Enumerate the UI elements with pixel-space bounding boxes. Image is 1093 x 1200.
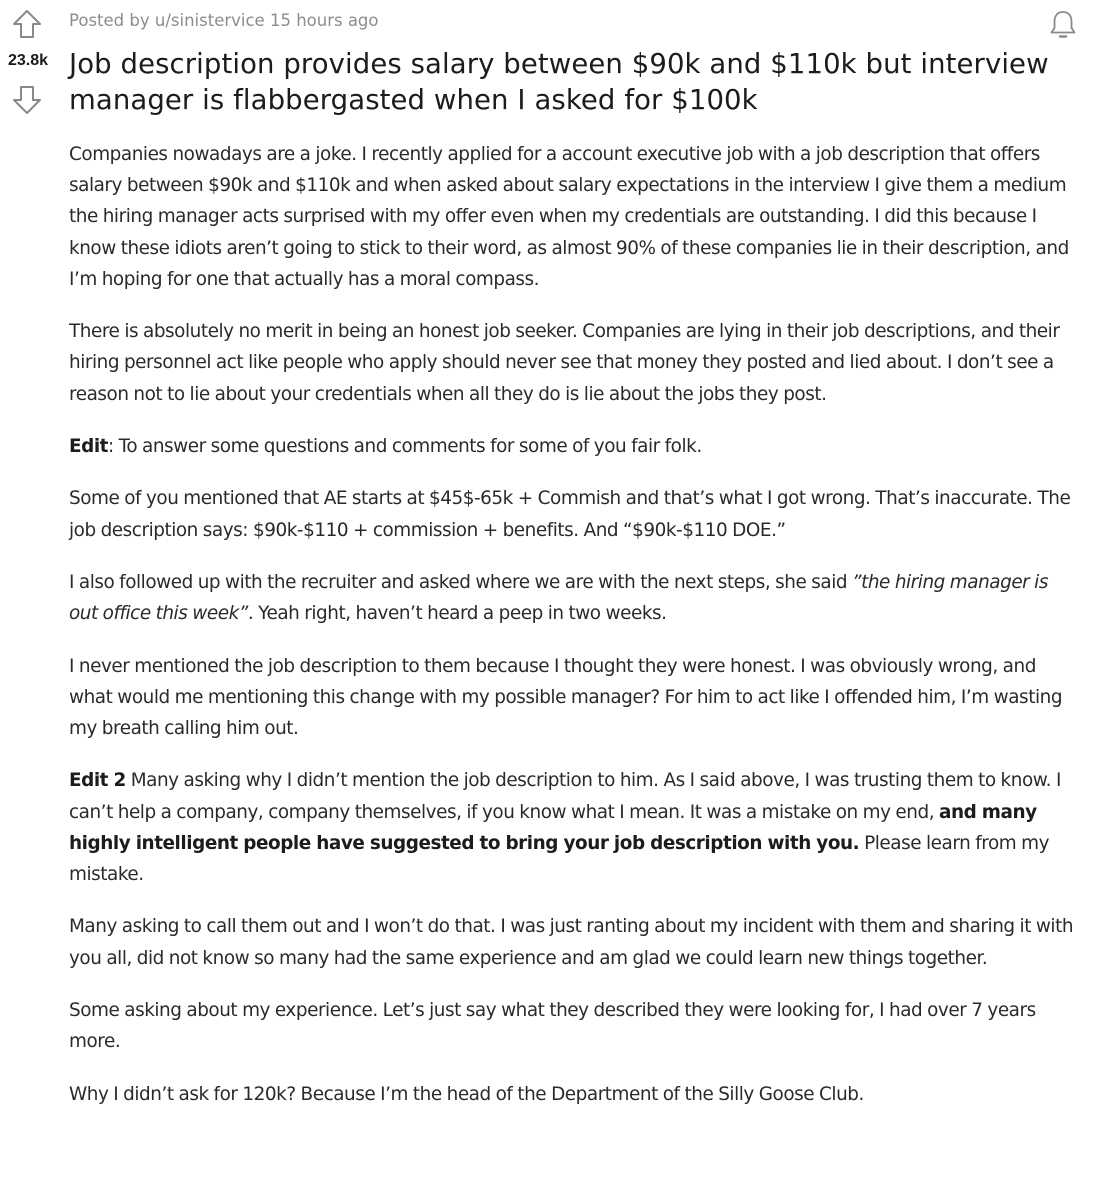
body-paragraph-8: Many asking to call them out and I won’t do that. I was just ranting about my incident with them and sharing it with you all, did not know so many had the same experience and am glad we could learn new things together. [69,916,1074,969]
edit-2-label: Edit 2 [69,770,126,792]
arrow-down-outline-icon [11,84,43,116]
edit-text: : To answer some questions and comments for some of you fair folk. [108,436,702,457]
edit-label: Edit [69,436,109,457]
upvote-button[interactable] [11,8,43,40]
post-title[interactable]: Job description provides salary between $90k and $110k but interview manager is flabbergasted when I asked for $100k [69,48,1049,116]
p7-bold-advice: and many highly intelligent people have suggested to bring your job description with you. [69,801,1037,854]
arrow-up-outline-icon [11,8,43,40]
p5-text-before: I also followed up with the recruiter and asked where we are with the next steps, she said [69,571,853,593]
author-link[interactable]: u/sinistervice [154,11,265,30]
body-paragraph-10: Why I didn’t ask for 120k? Because I’m the head of the Department of the Silly Goose Club. [69,1083,864,1105]
body-paragraph-4: Some of you mentioned that AE starts at $45$-65k + Commish and that’s what I got wrong. That’s inaccurate. The job description says: $90k-$110 + commission + benefits. And “$90k-$110 DOE.” [69,488,1071,541]
recruiter-quote: ”the hiring manager is out office this week” [69,571,1048,625]
post-body [69,139,1079,1110]
body-paragraph-3 [69,431,1079,462]
body-paragraph-2: There is absolutely no merit in being an honest job seeker. Companies are lying in their job descriptions, and their hiring personnel act like people who apply should never see that money they posted and lied about. I don’t see a reason not to lie about your credentials when all they do is lie about the jobs they post. [69,321,1060,405]
posted-by-label: Posted by [69,11,155,30]
body-paragraph-6: I never mentioned the job description to them because I thought they were honest. I was obviously wrong, and what would me mentioning this change with my possible manager? For him to act like I offended him, I’m wasting my breath calling him out. [69,655,1063,739]
downvote-button[interactable] [11,84,43,116]
body-paragraph-1: Companies nowadays are a joke. I recently applied for a account executive job with a job description that offers salary between $90k and $110k and when asked about salary expectations in the interview I give them a medium the hiring manager acts surprised with my offer even when my credentials are outstanding. I did this because I know these idiots aren’t going to stick to their word, as almost 90% of these companies lie in their description, and I’m hoping for one that actually has a moral compass. [69,144,1069,290]
body-paragraph-5 [69,567,1079,629]
body-paragraph-7 [69,765,1079,890]
post-content [69,8,1079,1131]
post-timestamp[interactable]: 15 hours ago [264,11,379,30]
post-meta [69,8,1079,34]
p7-text-after: Please learn from my mistake. [69,832,1049,885]
body-paragraph-9: Some asking about my experience. Let’s just say what they described they were looking for, I had over 7 years more. [69,999,1036,1053]
vote-score: 23.8k [7,52,49,69]
p5-text-after: . Yeah right, haven’t heard a peep in two weeks. [247,603,667,625]
p7-text-before: Many asking why I didn’t mention the job description to him. As I said above, I was trusting them to know. I can’t help a company, company themselves, if you know what I mean. It was a mistake on my end, [69,770,1061,823]
